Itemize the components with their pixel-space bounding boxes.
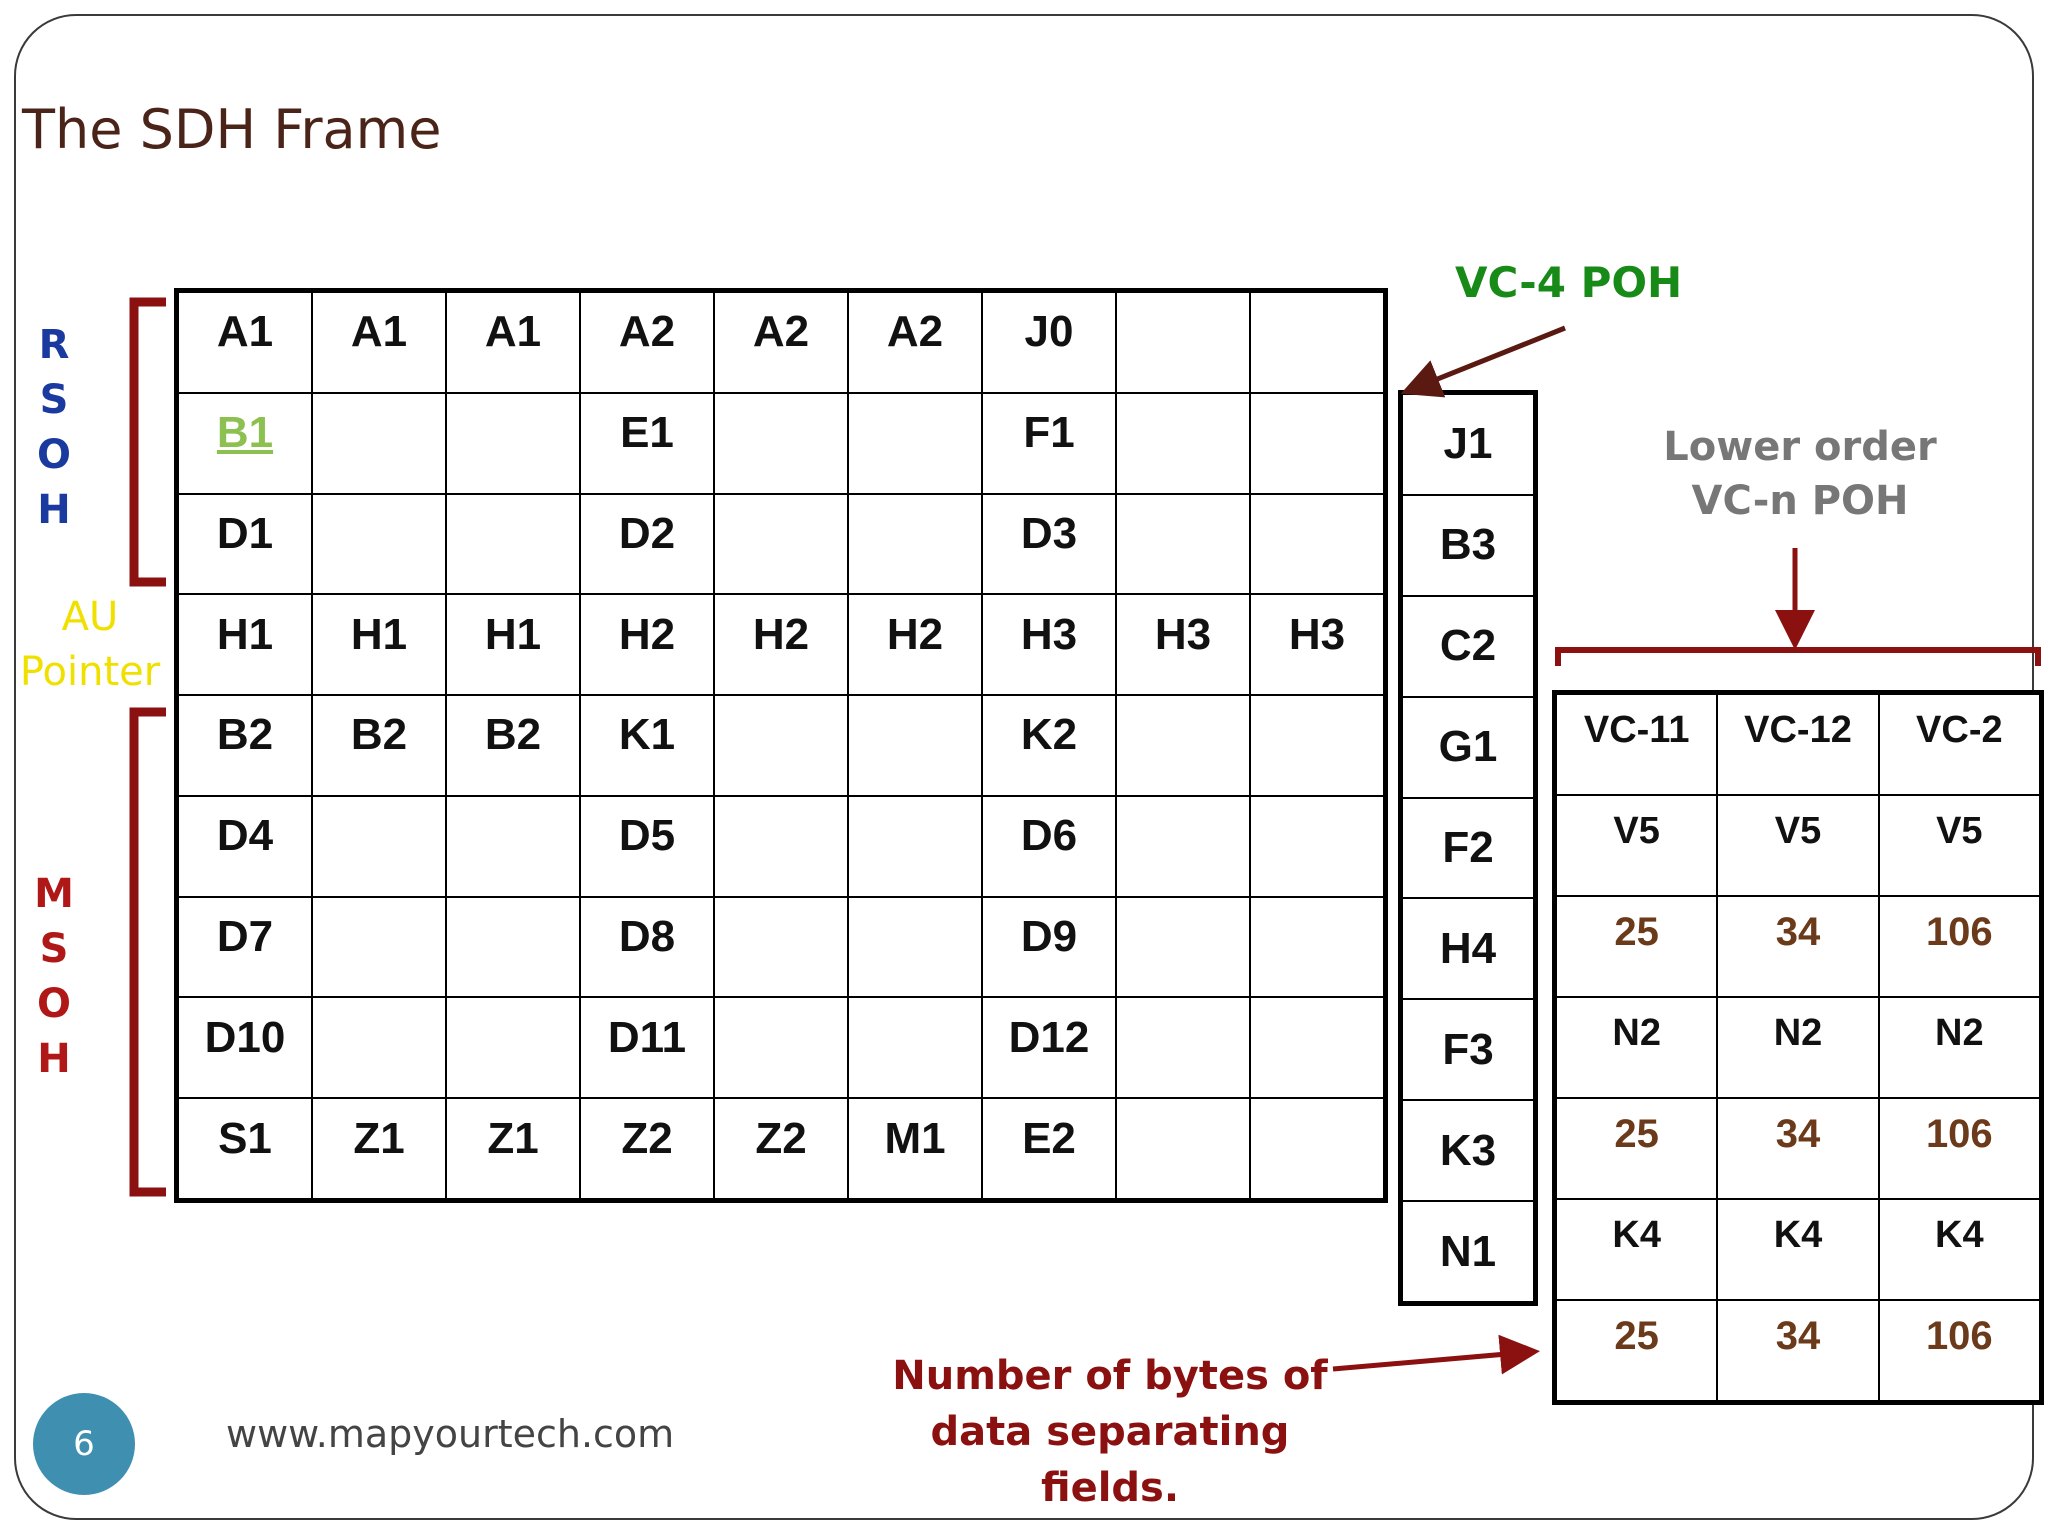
- msoh-letter: S: [39, 926, 69, 972]
- byte-count-cell: 25: [1557, 897, 1716, 996]
- frame-byte-cell: Z1: [313, 1099, 445, 1198]
- frame-byte-cell: [1251, 1099, 1383, 1198]
- frame-byte-cell: D8: [581, 898, 713, 997]
- msoh-letter: M: [34, 871, 74, 917]
- lower-order-byte-cell: V5: [1880, 796, 2039, 895]
- note-line: Number of bytes of: [892, 1353, 1328, 1399]
- lower-order-byte-cell: V5: [1718, 796, 1877, 895]
- frame-byte-cell: H2: [715, 595, 847, 694]
- frame-byte-cell: A1: [313, 293, 445, 392]
- frame-byte-cell: D4: [179, 797, 311, 896]
- byte-count-cell: 106: [1880, 1301, 2039, 1400]
- frame-byte-cell: A2: [715, 293, 847, 392]
- lower-order-byte-cell: N2: [1880, 998, 2039, 1097]
- poh-byte-cell: F2: [1403, 799, 1533, 898]
- frame-byte-cell: [313, 898, 445, 997]
- frame-byte-cell: [313, 495, 445, 594]
- frame-byte-cell: Z2: [715, 1099, 847, 1198]
- frame-byte-cell: [1251, 394, 1383, 493]
- lower-order-line: VC-n POH: [1691, 478, 1909, 524]
- lower-order-byte-cell: N2: [1718, 998, 1877, 1097]
- frame-byte-cell: A2: [849, 293, 981, 392]
- byte-count-cell: 34: [1718, 1099, 1877, 1198]
- frame-byte-cell: [1117, 696, 1249, 795]
- frame-byte-cell: [1251, 998, 1383, 1097]
- frame-byte-cell: E1: [581, 394, 713, 493]
- frame-byte-cell: D2: [581, 495, 713, 594]
- poh-byte-cell: H4: [1403, 899, 1533, 998]
- frame-byte-cell: [715, 797, 847, 896]
- frame-byte-cell: Z1: [447, 1099, 579, 1198]
- vc4-poh-column: [1398, 390, 1538, 1306]
- frame-byte-cell: [849, 998, 981, 1097]
- frame-byte-cell: D5: [581, 797, 713, 896]
- bytes-separating-note: [870, 1348, 1350, 1516]
- slide-title: The SDH Frame: [22, 98, 442, 161]
- frame-byte-cell: J0: [983, 293, 1115, 392]
- byte-count-cell: 34: [1718, 1301, 1877, 1400]
- byte-count-cell: 106: [1880, 1099, 2039, 1198]
- frame-byte-cell: [715, 998, 847, 1097]
- frame-byte-cell: A2: [581, 293, 713, 392]
- frame-byte-cell: [849, 394, 981, 493]
- frame-byte-cell: [849, 898, 981, 997]
- lower-order-poh-table: [1552, 690, 2044, 1405]
- frame-byte-cell: [1251, 898, 1383, 997]
- frame-byte-cell: D7: [179, 898, 311, 997]
- msoh-label: [32, 867, 76, 1087]
- poh-byte-cell: N1: [1403, 1202, 1533, 1301]
- rsoh-letter: O: [36, 432, 71, 478]
- frame-byte-cell: H2: [581, 595, 713, 694]
- byte-count-cell: 25: [1557, 1301, 1716, 1400]
- poh-byte-cell: K3: [1403, 1101, 1533, 1200]
- rsoh-label: [32, 318, 76, 538]
- lower-order-header: VC-12: [1718, 695, 1877, 794]
- frame-byte-cell: [1117, 1099, 1249, 1198]
- frame-byte-cell: D11: [581, 998, 713, 1097]
- frame-byte-cell: H1: [313, 595, 445, 694]
- lower-order-header: VC-2: [1880, 695, 2039, 794]
- frame-byte-cell: [447, 998, 579, 1097]
- lower-order-poh-label: [1640, 420, 1960, 528]
- lower-order-byte-cell: K4: [1880, 1200, 2039, 1299]
- frame-byte-cell: [1117, 797, 1249, 896]
- lower-order-line: Lower order: [1663, 424, 1937, 470]
- frame-byte-cell: [715, 898, 847, 997]
- frame-byte-cell: [1251, 495, 1383, 594]
- frame-byte-cell: [715, 394, 847, 493]
- frame-byte-cell: [849, 696, 981, 795]
- frame-byte-cell: D12: [983, 998, 1115, 1097]
- lower-order-header: VC-11: [1557, 695, 1716, 794]
- frame-byte-cell: A1: [179, 293, 311, 392]
- frame-byte-cell: [313, 394, 445, 493]
- frame-byte-cell: D6: [983, 797, 1115, 896]
- frame-byte-cell: D3: [983, 495, 1115, 594]
- rsoh-letter: R: [38, 322, 70, 368]
- lower-order-byte-cell: K4: [1557, 1200, 1716, 1299]
- au-pointer-label: [10, 590, 170, 700]
- frame-byte-cell: [447, 495, 579, 594]
- frame-byte-cell: [1117, 293, 1249, 392]
- byte-count-cell: 106: [1880, 897, 2039, 996]
- frame-byte-cell: [313, 998, 445, 1097]
- frame-byte-cell: D10: [179, 998, 311, 1097]
- frame-byte-cell: B2: [313, 696, 445, 795]
- frame-byte-cell: [447, 394, 579, 493]
- frame-byte-cell: F1: [983, 394, 1115, 493]
- byte-count-cell: 34: [1718, 897, 1877, 996]
- frame-byte-cell: K2: [983, 696, 1115, 795]
- note-line: data separating fields.: [930, 1409, 1290, 1511]
- au-pointer-line: AU: [61, 594, 119, 640]
- byte-count-cell: 25: [1557, 1099, 1716, 1198]
- poh-byte-cell: B3: [1403, 496, 1533, 595]
- frame-byte-cell: [1117, 495, 1249, 594]
- frame-byte-cell: A1: [447, 293, 579, 392]
- frame-byte-cell: K1: [581, 696, 713, 795]
- frame-byte-cell: D9: [983, 898, 1115, 997]
- frame-byte-cell: H3: [1117, 595, 1249, 694]
- frame-byte-cell: H1: [447, 595, 579, 694]
- frame-byte-cell: [313, 797, 445, 896]
- poh-byte-cell: J1: [1403, 395, 1533, 494]
- sdh-frame-grid: [174, 288, 1388, 1203]
- poh-byte-cell: F3: [1403, 1000, 1533, 1099]
- frame-byte-cell: [715, 696, 847, 795]
- frame-byte-cell: B2: [447, 696, 579, 795]
- msoh-letter: H: [37, 1036, 71, 1082]
- frame-byte-cell: Z2: [581, 1099, 713, 1198]
- frame-byte-cell: H3: [983, 595, 1115, 694]
- frame-byte-cell: M1: [849, 1099, 981, 1198]
- frame-byte-cell: H2: [849, 595, 981, 694]
- poh-byte-cell: C2: [1403, 597, 1533, 696]
- rsoh-letter: H: [37, 487, 71, 533]
- frame-byte-cell: [1117, 998, 1249, 1097]
- frame-byte-cell: [447, 898, 579, 997]
- website-url[interactable]: www.mapyourtech.com: [226, 1412, 675, 1456]
- rsoh-letter: S: [39, 377, 69, 423]
- frame-byte-cell: [715, 495, 847, 594]
- frame-byte-cell: [1251, 797, 1383, 896]
- au-pointer-line: Pointer: [19, 649, 161, 695]
- frame-byte-cell: [447, 797, 579, 896]
- frame-byte-cell: B2: [179, 696, 311, 795]
- frame-byte-cell: [1251, 293, 1383, 392]
- vc4-poh-label: VC-4 POH: [1455, 258, 1683, 307]
- frame-byte-cell: H1: [179, 595, 311, 694]
- frame-byte-cell: D1: [179, 495, 311, 594]
- frame-byte-cell: H3: [1251, 595, 1383, 694]
- frame-byte-cell: [849, 797, 981, 896]
- frame-byte-cell: [1117, 898, 1249, 997]
- frame-byte-cell: S1: [179, 1099, 311, 1198]
- lower-order-byte-cell: K4: [1718, 1200, 1877, 1299]
- lower-order-byte-cell: N2: [1557, 998, 1716, 1097]
- frame-byte-cell: B1: [179, 394, 311, 493]
- frame-byte-cell: [1117, 394, 1249, 493]
- lower-order-byte-cell: V5: [1557, 796, 1716, 895]
- frame-byte-cell: [849, 495, 981, 594]
- frame-byte-cell: E2: [983, 1099, 1115, 1198]
- msoh-letter: O: [36, 981, 71, 1027]
- page-number-badge: 6: [33, 1393, 135, 1495]
- poh-byte-cell: G1: [1403, 698, 1533, 797]
- frame-byte-cell: [1251, 696, 1383, 795]
